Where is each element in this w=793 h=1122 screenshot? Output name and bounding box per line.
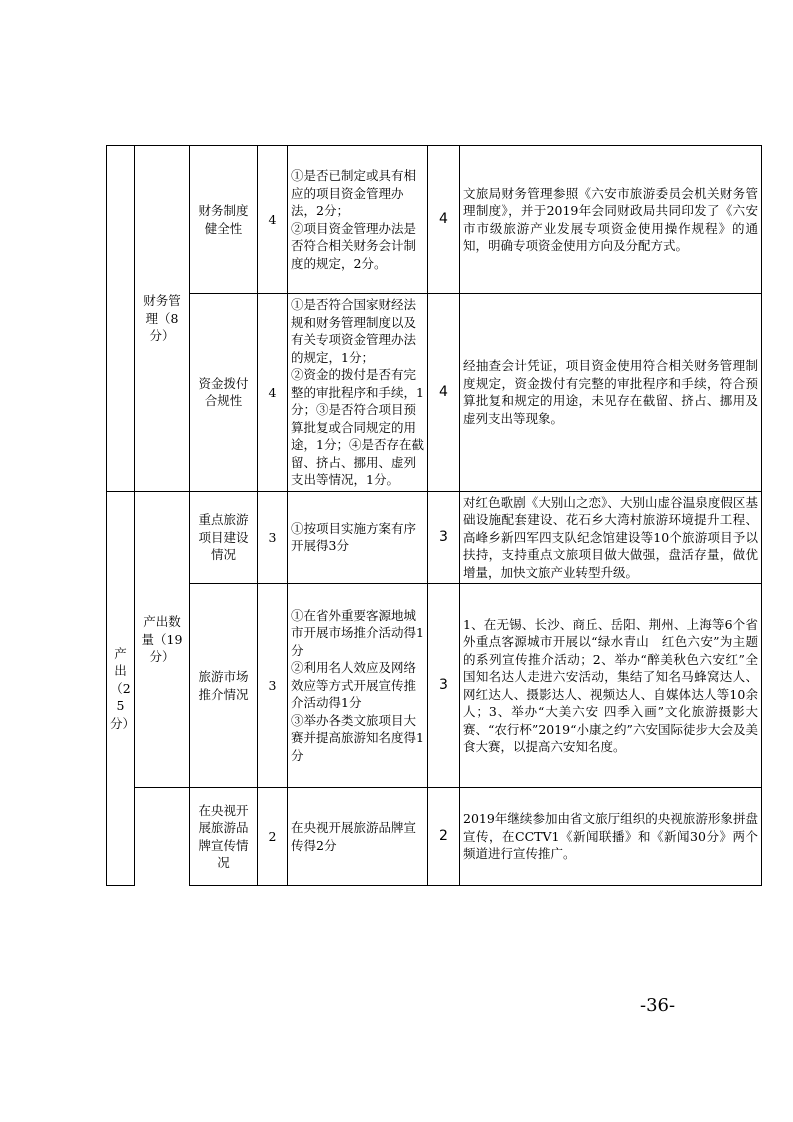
explanation-cell: 文旅局财务管理参照《六安市旅游委员会机关财务管理制度》，并于2019年会同财政局共同印发了《六安市市级旅游产业发展专项资金使用操作规程》的通知，明确专项资金使用方向及分配方式。: [460, 146, 762, 294]
indicator-cell: 在央视开展旅游品牌宣传情况: [190, 788, 258, 886]
criteria-line: ①是否已制定或具有相应的项目资金管理办法，2分；: [291, 168, 417, 218]
criteria-line: ②利用名人效应及网络效应等方式开展宣传推介活动得1分: [291, 660, 417, 711]
weight-cell: 3: [258, 491, 288, 584]
explanation-cell: 对红色歌剧《大别山之恋》、大别山虚谷温泉度假区基础设施配套建设、花石乡大湾村旅游环境提升工程、高峰乡新四军四支队纪念馆建设等10个旅游项目予以扶持，支持重点文旅项目做大做强，盘活存量，做优增量，加快文旅产业转型升级。: [460, 491, 762, 584]
table-row: [107, 788, 762, 886]
explanation-cell: 2019年继续参加由省文旅厅组织的央视旅游形象拼盘宣传，在CCTV1《新闻联播》和《新闻30分》两个频道进行宣传推广。: [460, 788, 762, 886]
criteria-cell: [288, 491, 428, 584]
table-row: [107, 584, 762, 788]
criteria-line: ②资金的拨付是否有完整的审批程序和手续，1分；③是否符合项目预算批复或合同规定的用途，1分；④是否存在截留、挤占、挪用、虚列支出等情况，1分。: [291, 367, 424, 487]
criteria-line: ①按项目实施方案有序开展得3分: [291, 520, 417, 554]
explanation-cell: 1、在无锡、长沙、商丘、岳阳、荆州、上海等6个省外重点客源城市开展以“绿水青山 红色六安”为主题的系列宣传推介活动；2、举办“醉美秋色六安红”全国知名达人走进六安活动，集结了知名马蜂窝达人、网红达人、摄影达人、视频达人、自媒体达人等10余人；3、举办“大美六安 四季入画”文化旅游摄影大赛、“农行杯”2019“小康之约”六安国际徒步大会及美食大赛，以提高六安知名度。: [460, 584, 762, 788]
first-level-indicator-cell: 产出（25分）: [107, 491, 135, 886]
indicator-cell: 资金拨付合规性: [190, 294, 258, 492]
criteria-line: ①在省外重要客源地城市开展市场推介活动得1分: [291, 607, 424, 658]
second-level-indicator-cell: [135, 788, 190, 886]
second-level-indicator-cell: 产出数量（19分）: [135, 491, 190, 788]
criteria-cell: [288, 584, 428, 788]
score-cell: 3: [428, 584, 460, 788]
weight-cell: 4: [258, 146, 288, 294]
criteria-line: ③举办各类文旅项目大赛并提高旅游知名度得1分: [291, 712, 424, 763]
performance-evaluation-table: [106, 145, 762, 886]
indicator-cell: 财务制度健全性: [190, 146, 258, 294]
page-number: -36-: [640, 995, 676, 1016]
weight-cell: 4: [258, 294, 288, 492]
weight-cell: 2: [258, 788, 288, 886]
table-row: [107, 294, 762, 492]
table-row: [107, 146, 762, 294]
first-level-indicator-cell: [107, 146, 135, 492]
explanation-cell: 经抽查会计凭证，项目资金使用符合相关财务管理制度规定，资金拨付有完整的审批程序和手续，符合预算批复和规定的用途，未见存在截留、挤占、挪用及虚列支出等现象。: [460, 294, 762, 492]
criteria-cell: [288, 294, 428, 492]
criteria-cell: [288, 788, 428, 886]
criteria-line: 在央视开展旅游品牌宣传得2分: [291, 820, 417, 853]
weight-cell: 3: [258, 584, 288, 788]
score-cell: 2: [428, 788, 460, 886]
criteria-cell: [288, 146, 428, 294]
table-row: [107, 491, 762, 584]
indicator-cell: 旅游市场推介情况: [190, 584, 258, 788]
criteria-line: ①是否符合国家财经法规和财务管理制度以及有关专项资金管理办法的规定，1分；: [291, 297, 417, 365]
second-level-indicator-cell: 财务管理（8分）: [135, 146, 190, 492]
indicator-cell: 重点旅游项目建设情况: [190, 491, 258, 584]
score-cell: 3: [428, 491, 460, 584]
score-cell: 4: [428, 146, 460, 294]
criteria-line: ②项目资金管理办法是否符合相关财务会计制度的规定，2分。: [291, 220, 417, 271]
score-cell: 4: [428, 294, 460, 492]
